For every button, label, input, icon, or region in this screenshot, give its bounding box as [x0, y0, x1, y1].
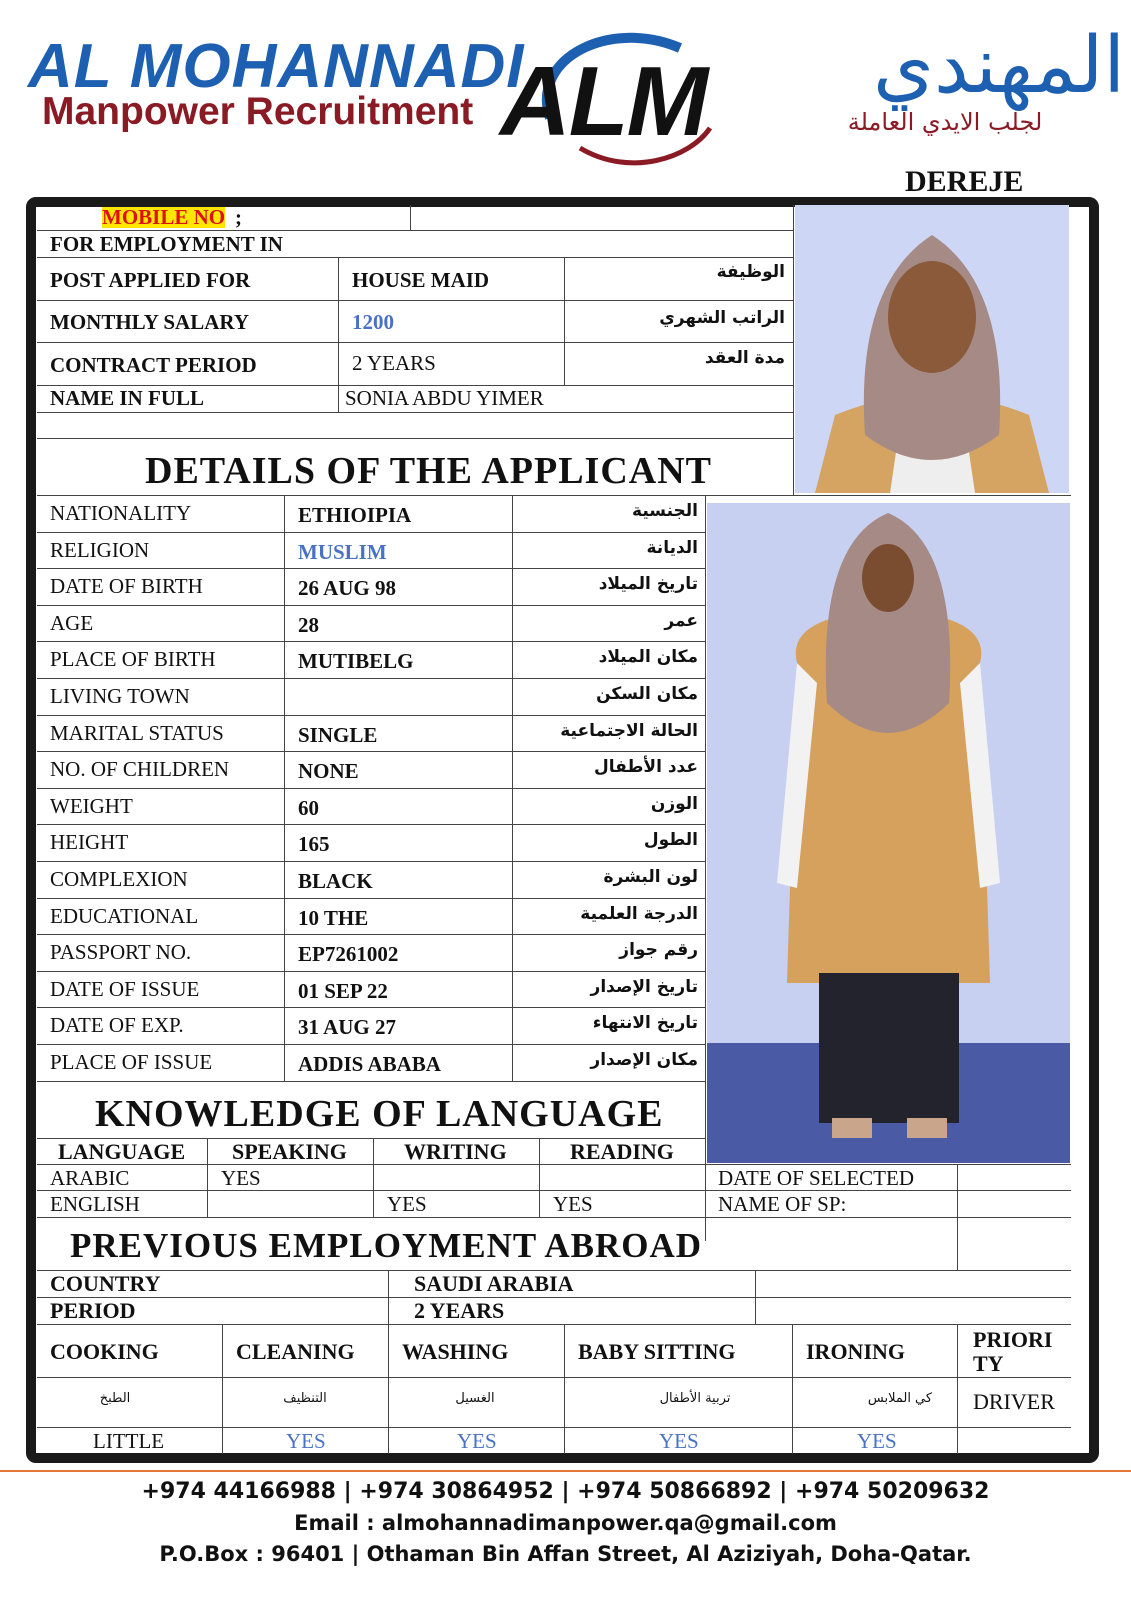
english-reading: YES — [553, 1192, 593, 1216]
detail-label: PLACE OF BIRTH — [50, 647, 216, 671]
detail-label: DATE OF ISSUE — [50, 977, 200, 1001]
applicant-full-body-photo — [707, 503, 1070, 1163]
reading-header: READING — [570, 1139, 674, 1164]
detail-value: MUTIBELG — [298, 649, 414, 673]
salary-label: MONTHLY SALARY — [50, 310, 249, 334]
sponsor-name-label: NAME OF SP: — [718, 1192, 847, 1216]
mobile-label: MOBILE NO — [102, 205, 226, 229]
footer-address: P.O.Box : 96401 | Othaman Bin Affan Street, Al Aziziyah, Doha-Qatar. — [159, 1542, 972, 1566]
post-value: HOUSE MAID — [352, 268, 490, 292]
detail-arabic-label: الوزن — [650, 794, 698, 814]
applicant-portrait-photo — [795, 205, 1069, 493]
detail-arabic-label: تاريخ الإصدار — [590, 977, 698, 997]
detail-value: 165 — [298, 832, 330, 856]
detail-value: SINGLE — [298, 723, 378, 747]
english-writing: YES — [387, 1192, 427, 1216]
cleaning-header: CLEANING — [236, 1339, 355, 1364]
cooking-arabic: الطبخ — [99, 1391, 131, 1406]
date-selected-label: DATE OF SELECTED — [718, 1166, 914, 1190]
detail-value: ETHIOIPIA — [298, 503, 412, 527]
washing-header: WASHING — [402, 1339, 509, 1364]
detail-label: DATE OF EXP. — [50, 1013, 184, 1037]
detail-value: MUSLIM — [298, 540, 387, 564]
priority-header-line2: TY — [973, 1351, 1004, 1376]
detail-arabic-label: تاريخ الانتهاء — [592, 1013, 698, 1033]
detail-label: COMPLEXION — [50, 867, 188, 891]
country-value: SAUDI ARABIA — [414, 1271, 574, 1296]
detail-label: PLACE OF ISSUE — [50, 1050, 213, 1074]
footer-email: Email : almohannadimanpower.qa@gmail.com — [294, 1511, 837, 1535]
washing-level: YES — [457, 1429, 497, 1453]
detail-arabic-label: الطول — [643, 830, 698, 850]
brand-name: AL MOHANNADI — [28, 32, 525, 101]
detail-value: 10 THE — [298, 906, 369, 930]
writing-header: WRITING — [404, 1139, 507, 1164]
detail-arabic-label: تاريخ الميلاد — [598, 574, 698, 594]
contract-label: CONTRACT PERIOD — [50, 353, 257, 377]
detail-arabic-label: الدرجة العلمية — [580, 904, 698, 924]
name-label: NAME IN FULL — [50, 386, 205, 410]
detail-arabic-label: الحالة الاجتماعية — [560, 721, 698, 741]
arabic-tagline: لجلب الايدي العاملة — [847, 108, 1043, 136]
previous-employment-title: PREVIOUS EMPLOYMENT ABROAD — [70, 1226, 703, 1265]
contract-arabic: مدة العقد — [704, 348, 785, 368]
detail-arabic-label: عمر — [664, 611, 698, 631]
detail-label: EDUCATIONAL — [50, 904, 199, 928]
post-label: POST APPLIED FOR — [50, 268, 251, 292]
detail-label: AGE — [50, 611, 94, 635]
detail-arabic-label: مكان الميلاد — [598, 647, 698, 667]
post-arabic: الوظيفة — [716, 262, 785, 282]
footer-divider — [0, 1470, 1131, 1472]
detail-value: ADDIS ABABA — [298, 1052, 441, 1076]
detail-arabic-label: عدد الأطفال — [594, 757, 698, 777]
priority-value: DRIVER — [973, 1389, 1055, 1414]
language-arabic: ARABIC — [50, 1166, 130, 1190]
detail-label: WEIGHT — [50, 794, 133, 818]
country-label: COUNTRY — [50, 1271, 161, 1296]
detail-label: NO. OF CHILDREN — [50, 757, 230, 781]
detail-value: BLACK — [298, 869, 373, 893]
detail-arabic-label: مكان السكن — [596, 684, 698, 704]
detail-value: EP7261002 — [298, 942, 399, 966]
arabic-brand-name: المهندي — [872, 21, 1125, 111]
detail-label: MARITAL STATUS — [50, 721, 224, 745]
detail-label: PASSPORT NO. — [50, 940, 192, 964]
cooking-header: COOKING — [50, 1339, 159, 1364]
language-title: KNOWLEDGE OF LANGUAGE — [95, 1093, 664, 1135]
detail-label: NATIONALITY — [50, 501, 192, 525]
employment-label: FOR EMPLOYMENT IN — [50, 232, 283, 256]
detail-label: RELIGION — [50, 538, 150, 562]
logo-text: ALM — [500, 46, 707, 156]
baby-sitting-header: BABY SITTING — [578, 1339, 736, 1364]
footer-phones: +974 44166988 | +974 30864952 | +974 50866892 | +974 50209632 — [141, 1479, 990, 1504]
salary-arabic: الراتب الشهري — [659, 308, 785, 328]
washing-arabic: الغسيل — [455, 1391, 495, 1406]
priority-header-line1: PRIORI — [973, 1327, 1053, 1352]
language-header: LANGUAGE — [58, 1139, 186, 1164]
agent-name: DEREJE — [905, 165, 1024, 198]
details-title: DETAILS OF THE APPLICANT — [145, 450, 713, 492]
detail-arabic-label: مكان الإصدار — [590, 1050, 698, 1070]
detail-value: 31 AUG 27 — [298, 1015, 397, 1039]
mobile-separator: ; — [235, 205, 242, 229]
ironing-level: YES — [857, 1429, 897, 1453]
brand-tagline: Manpower Recruitment — [42, 90, 474, 133]
detail-value: NONE — [298, 759, 359, 783]
baby-sitting-arabic: تربية الأطفال — [659, 1391, 731, 1406]
contract-value: 2 YEARS — [352, 351, 436, 375]
period-label: PERIOD — [50, 1298, 136, 1323]
detail-arabic-label: الديانة — [646, 538, 698, 558]
name-value: SONIA ABDU YIMER — [345, 386, 544, 410]
cooking-level: LITTLE — [93, 1429, 165, 1453]
detail-value: 01 SEP 22 — [298, 979, 388, 1003]
detail-arabic-label: لون البشرة — [603, 867, 698, 887]
period-value: 2 YEARS — [414, 1298, 505, 1323]
cleaning-level: YES — [286, 1429, 326, 1453]
detail-arabic-label: الجنسية — [632, 501, 698, 521]
ironing-arabic: كي الملابس — [867, 1391, 933, 1406]
language-english: ENGLISH — [50, 1192, 140, 1216]
cleaning-arabic: التنظيف — [283, 1391, 327, 1406]
detail-label: DATE OF BIRTH — [50, 574, 203, 598]
detail-label: LIVING TOWN — [50, 684, 190, 708]
detail-value: 26 AUG 98 — [298, 576, 397, 600]
ironing-header: IRONING — [806, 1339, 906, 1364]
detail-arabic-label: رقم جواز — [619, 940, 698, 960]
detail-value: 60 — [298, 796, 319, 820]
arabic-speaking: YES — [221, 1166, 261, 1190]
speaking-header: SPEAKING — [232, 1139, 347, 1164]
detail-label: HEIGHT — [50, 830, 129, 854]
detail-value: 28 — [298, 613, 319, 637]
salary-value: 1200 — [352, 310, 394, 334]
baby-sitting-level: YES — [659, 1429, 699, 1453]
